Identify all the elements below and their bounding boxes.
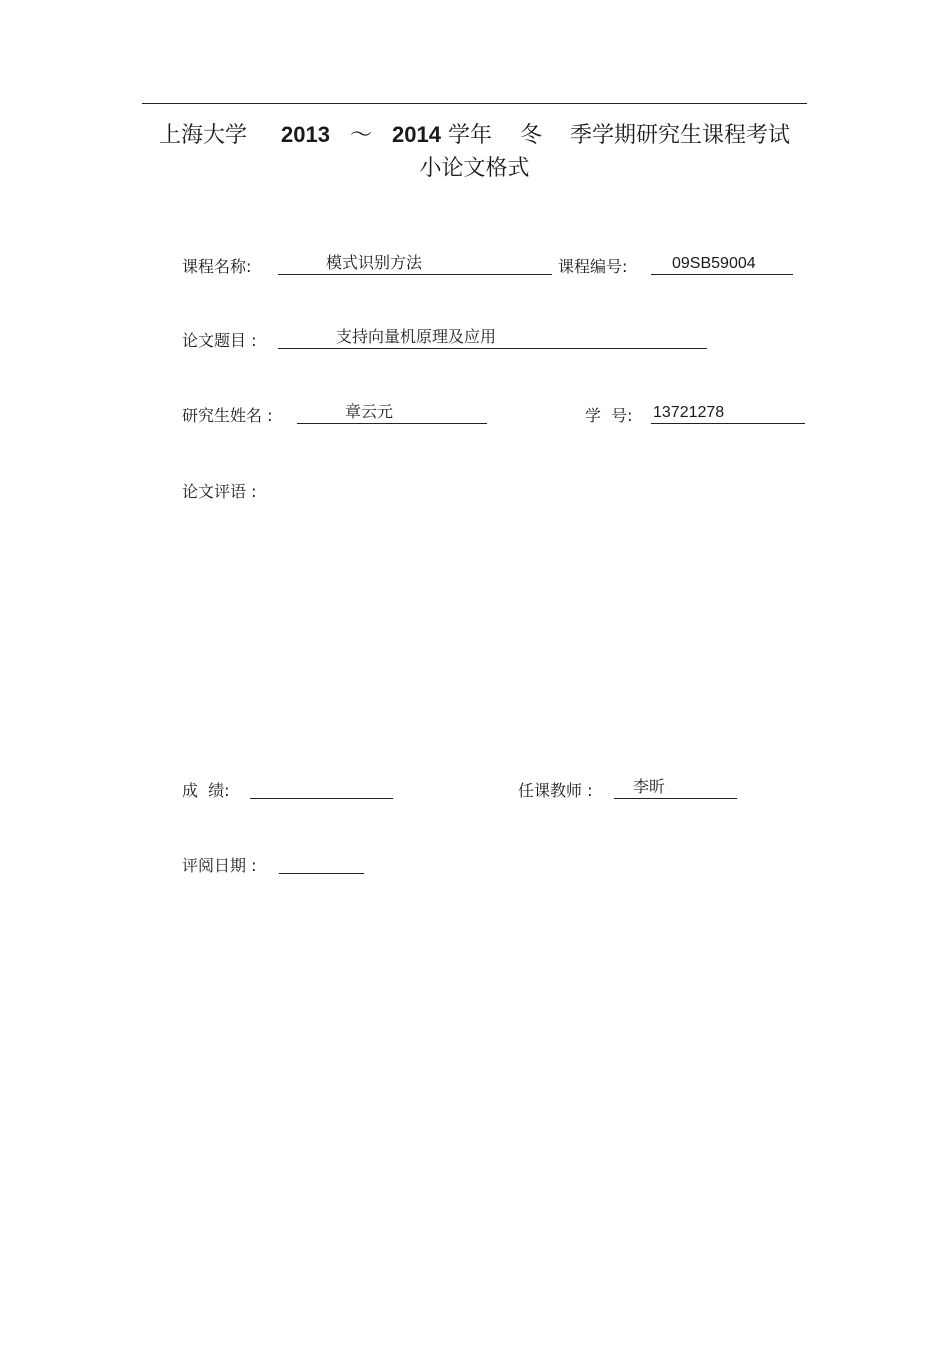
student-name-field[interactable] xyxy=(297,401,487,424)
student-id-label: 学 号: xyxy=(585,406,633,425)
paper-title-label: 论文题目 : xyxy=(182,331,257,350)
student-name-value: 章云元 xyxy=(345,402,394,421)
review-date-label: 评阅日期 : xyxy=(182,856,257,875)
top-rule xyxy=(142,103,807,104)
season: 冬 xyxy=(519,123,542,148)
student-name-label: 研究生姓名 : xyxy=(182,406,273,425)
grade-label: 成 绩: xyxy=(182,781,230,800)
grade-field[interactable] xyxy=(250,776,393,799)
course-code-value: 09SB59004 xyxy=(672,255,756,272)
exam-title xyxy=(142,118,807,149)
course-name-field[interactable] xyxy=(278,252,552,275)
course-code-label: 课程编号: xyxy=(558,257,628,276)
teacher-field[interactable] xyxy=(614,776,737,799)
review-date-field[interactable] xyxy=(279,851,364,874)
course-name-value: 模式识别方法 xyxy=(326,253,423,272)
paper-title-field[interactable] xyxy=(278,326,707,349)
title-prefix: 上海大学 xyxy=(159,123,248,148)
exam-subtitle: 小论文格式 xyxy=(419,156,530,181)
course-name-label: 课程名称: xyxy=(182,257,252,276)
comments-label: 论文评语 : xyxy=(182,482,257,501)
course-code-field[interactable] xyxy=(651,252,793,275)
teacher-value: 李昕 xyxy=(633,777,666,796)
paper-title-value: 支持向量机原理及应用 xyxy=(336,327,497,346)
year-end: 2014 xyxy=(391,122,441,147)
student-id-field[interactable] xyxy=(651,401,805,424)
year-separator: ～ xyxy=(349,123,372,148)
teacher-label: 任课教师 : xyxy=(518,781,593,800)
student-id-value: 13721278 xyxy=(653,404,725,421)
title-suffix: 季学期研究生课程考试 xyxy=(569,123,790,148)
title-mid: 学年 xyxy=(447,123,492,148)
year-start: 2013 xyxy=(281,122,330,147)
